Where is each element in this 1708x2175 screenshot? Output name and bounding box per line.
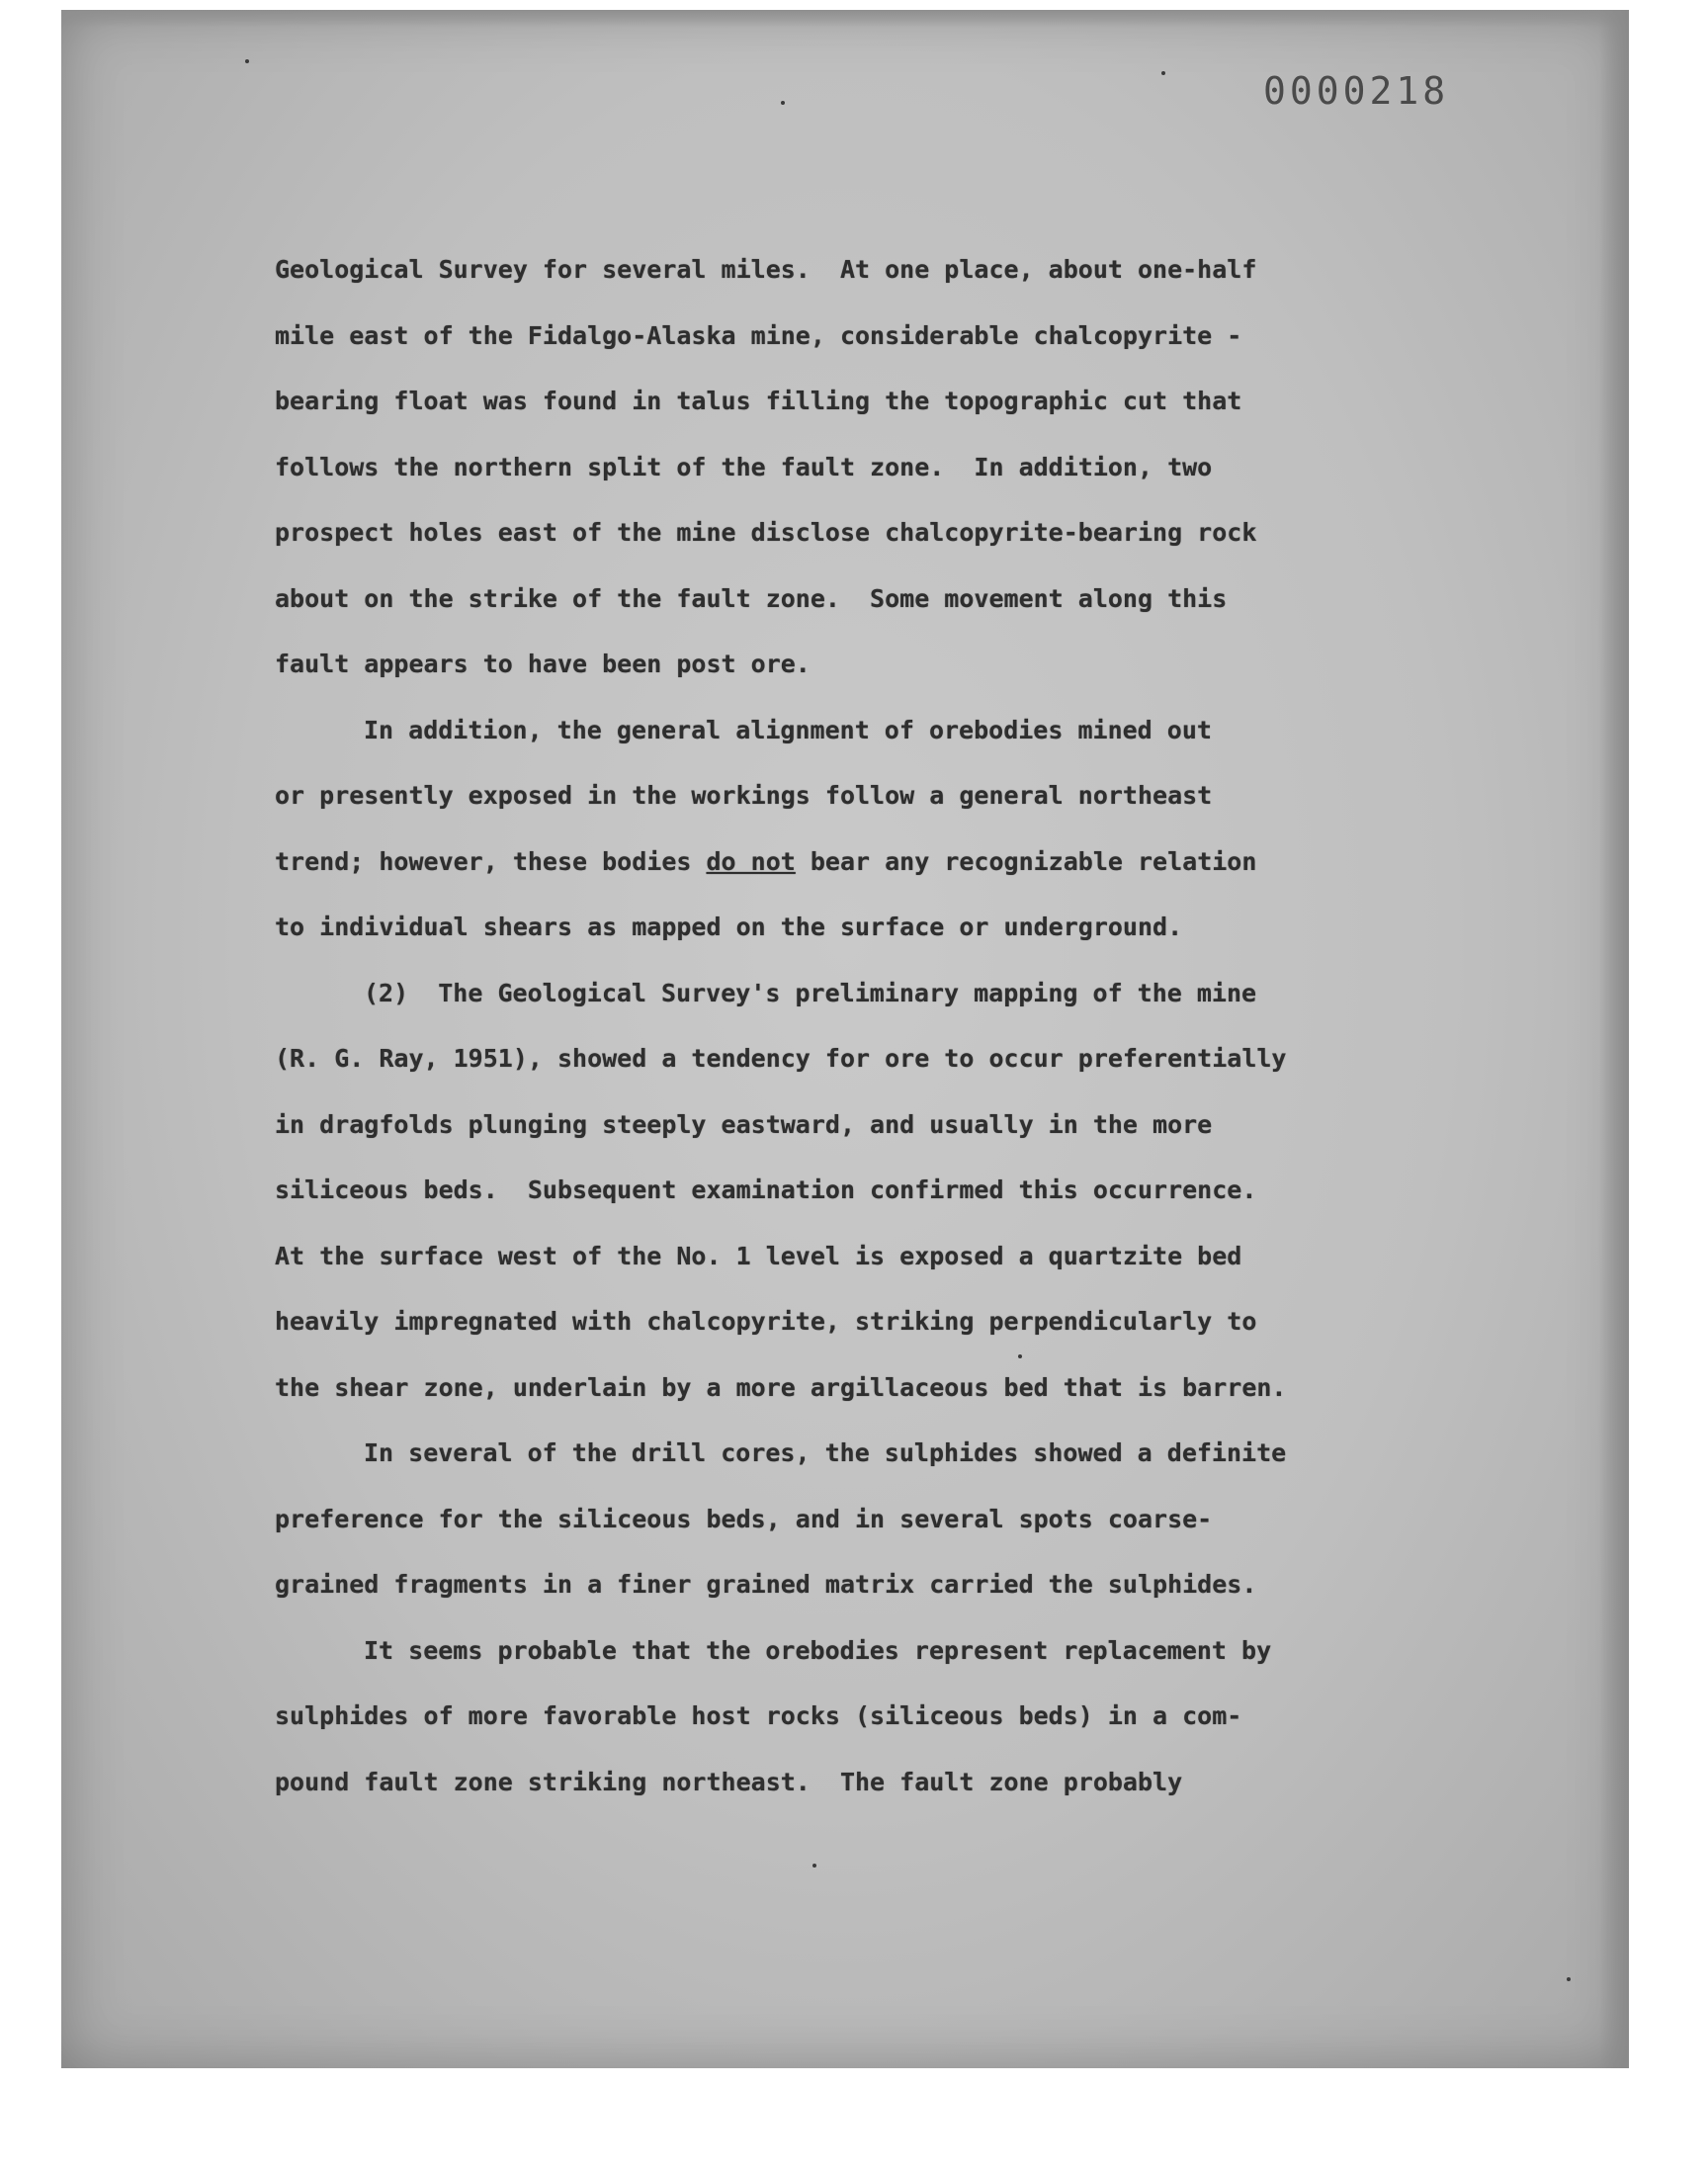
text-line: pound fault zone striking northeast. The fault zone probably bbox=[275, 1767, 1183, 1796]
text-line: follows the northern split of the fault zone. In addition, two bbox=[275, 452, 1213, 481]
text-line: (R. G. Ray, 1951), showed a tendency for ore to occur preferentially bbox=[275, 1044, 1287, 1073]
paragraph-5 bbox=[275, 1618, 1486, 1816]
text-line: siliceous beds. Subsequent examination confirmed this occurrence. bbox=[275, 1175, 1257, 1204]
text-line: fault appears to have been post ore. bbox=[275, 650, 811, 678]
scan-speck bbox=[1161, 71, 1165, 75]
text-line: At the surface west of the No. 1 level is exposed a quartzite bed bbox=[275, 1241, 1242, 1270]
text-line: preference for the siliceous beds, and in several spots coarse- bbox=[275, 1504, 1213, 1533]
paragraph-2 bbox=[275, 698, 1486, 961]
text-line: mile east of the Fidalgo-Alaska mine, considerable chalcopyrite - bbox=[275, 320, 1242, 350]
text-line: grained fragments in a finer grained matrix carried the sulphides. bbox=[275, 1570, 1257, 1599]
text-line: prospect holes east of the mine disclose chalcopyrite-bearing rock bbox=[275, 518, 1257, 547]
text-line: It seems probable that the orebodies represent replacement by bbox=[364, 1635, 1272, 1665]
text-line: heavily impregnated with chalcopyrite, striking perpendicularly to bbox=[275, 1307, 1257, 1336]
document-body bbox=[275, 237, 1486, 1815]
text-line-with-emphasis bbox=[275, 829, 1486, 896]
paragraph-3 bbox=[275, 961, 1486, 1422]
text-line: sulphides of more favorable host rocks (siliceous beds) in a com- bbox=[275, 1701, 1242, 1730]
text-line: to individual shears as mapped on the surface or underground. bbox=[275, 913, 1183, 941]
text-line: bearing float was found in talus filling the topographic cut that bbox=[275, 387, 1242, 415]
text-line: about on the strike of the fault zone. Some movement along this bbox=[275, 583, 1228, 613]
scan-speck bbox=[245, 59, 249, 63]
document-number: 0000218 bbox=[1263, 69, 1450, 113]
text-line: or presently exposed in the workings follow a general northeast bbox=[275, 781, 1213, 810]
text-line: (2) The Geological Survey's preliminary mapping of the mine bbox=[364, 978, 1257, 1007]
page-right-edge-shadow bbox=[1599, 10, 1629, 2068]
page-top-edge-shadow bbox=[61, 10, 1629, 28]
text-segment: trend; however, these bodies bbox=[275, 846, 707, 876]
text-line: Geological Survey for several miles. At one place, about one-half bbox=[275, 255, 1257, 284]
paragraph-4 bbox=[275, 1421, 1486, 1618]
text-line: In addition, the general alignment of orebodies mined out bbox=[364, 715, 1212, 744]
text-line: the shear zone, underlain by a more argillaceous bed that is barren. bbox=[275, 1372, 1287, 1402]
scan-speck bbox=[781, 101, 785, 105]
text-line: in dragfolds plunging steeply eastward, and usually in the more bbox=[275, 1109, 1213, 1139]
scan-speck bbox=[812, 1864, 816, 1868]
text-line: In several of the drill cores, the sulphides showed a definite bbox=[364, 1438, 1287, 1467]
paragraph-1 bbox=[275, 237, 1486, 698]
underlined-emphasis: do not bbox=[706, 846, 796, 876]
text-segment: bear any recognizable relation bbox=[795, 846, 1257, 876]
scan-speck bbox=[1567, 1977, 1571, 1981]
scan-speck bbox=[1018, 1354, 1022, 1358]
